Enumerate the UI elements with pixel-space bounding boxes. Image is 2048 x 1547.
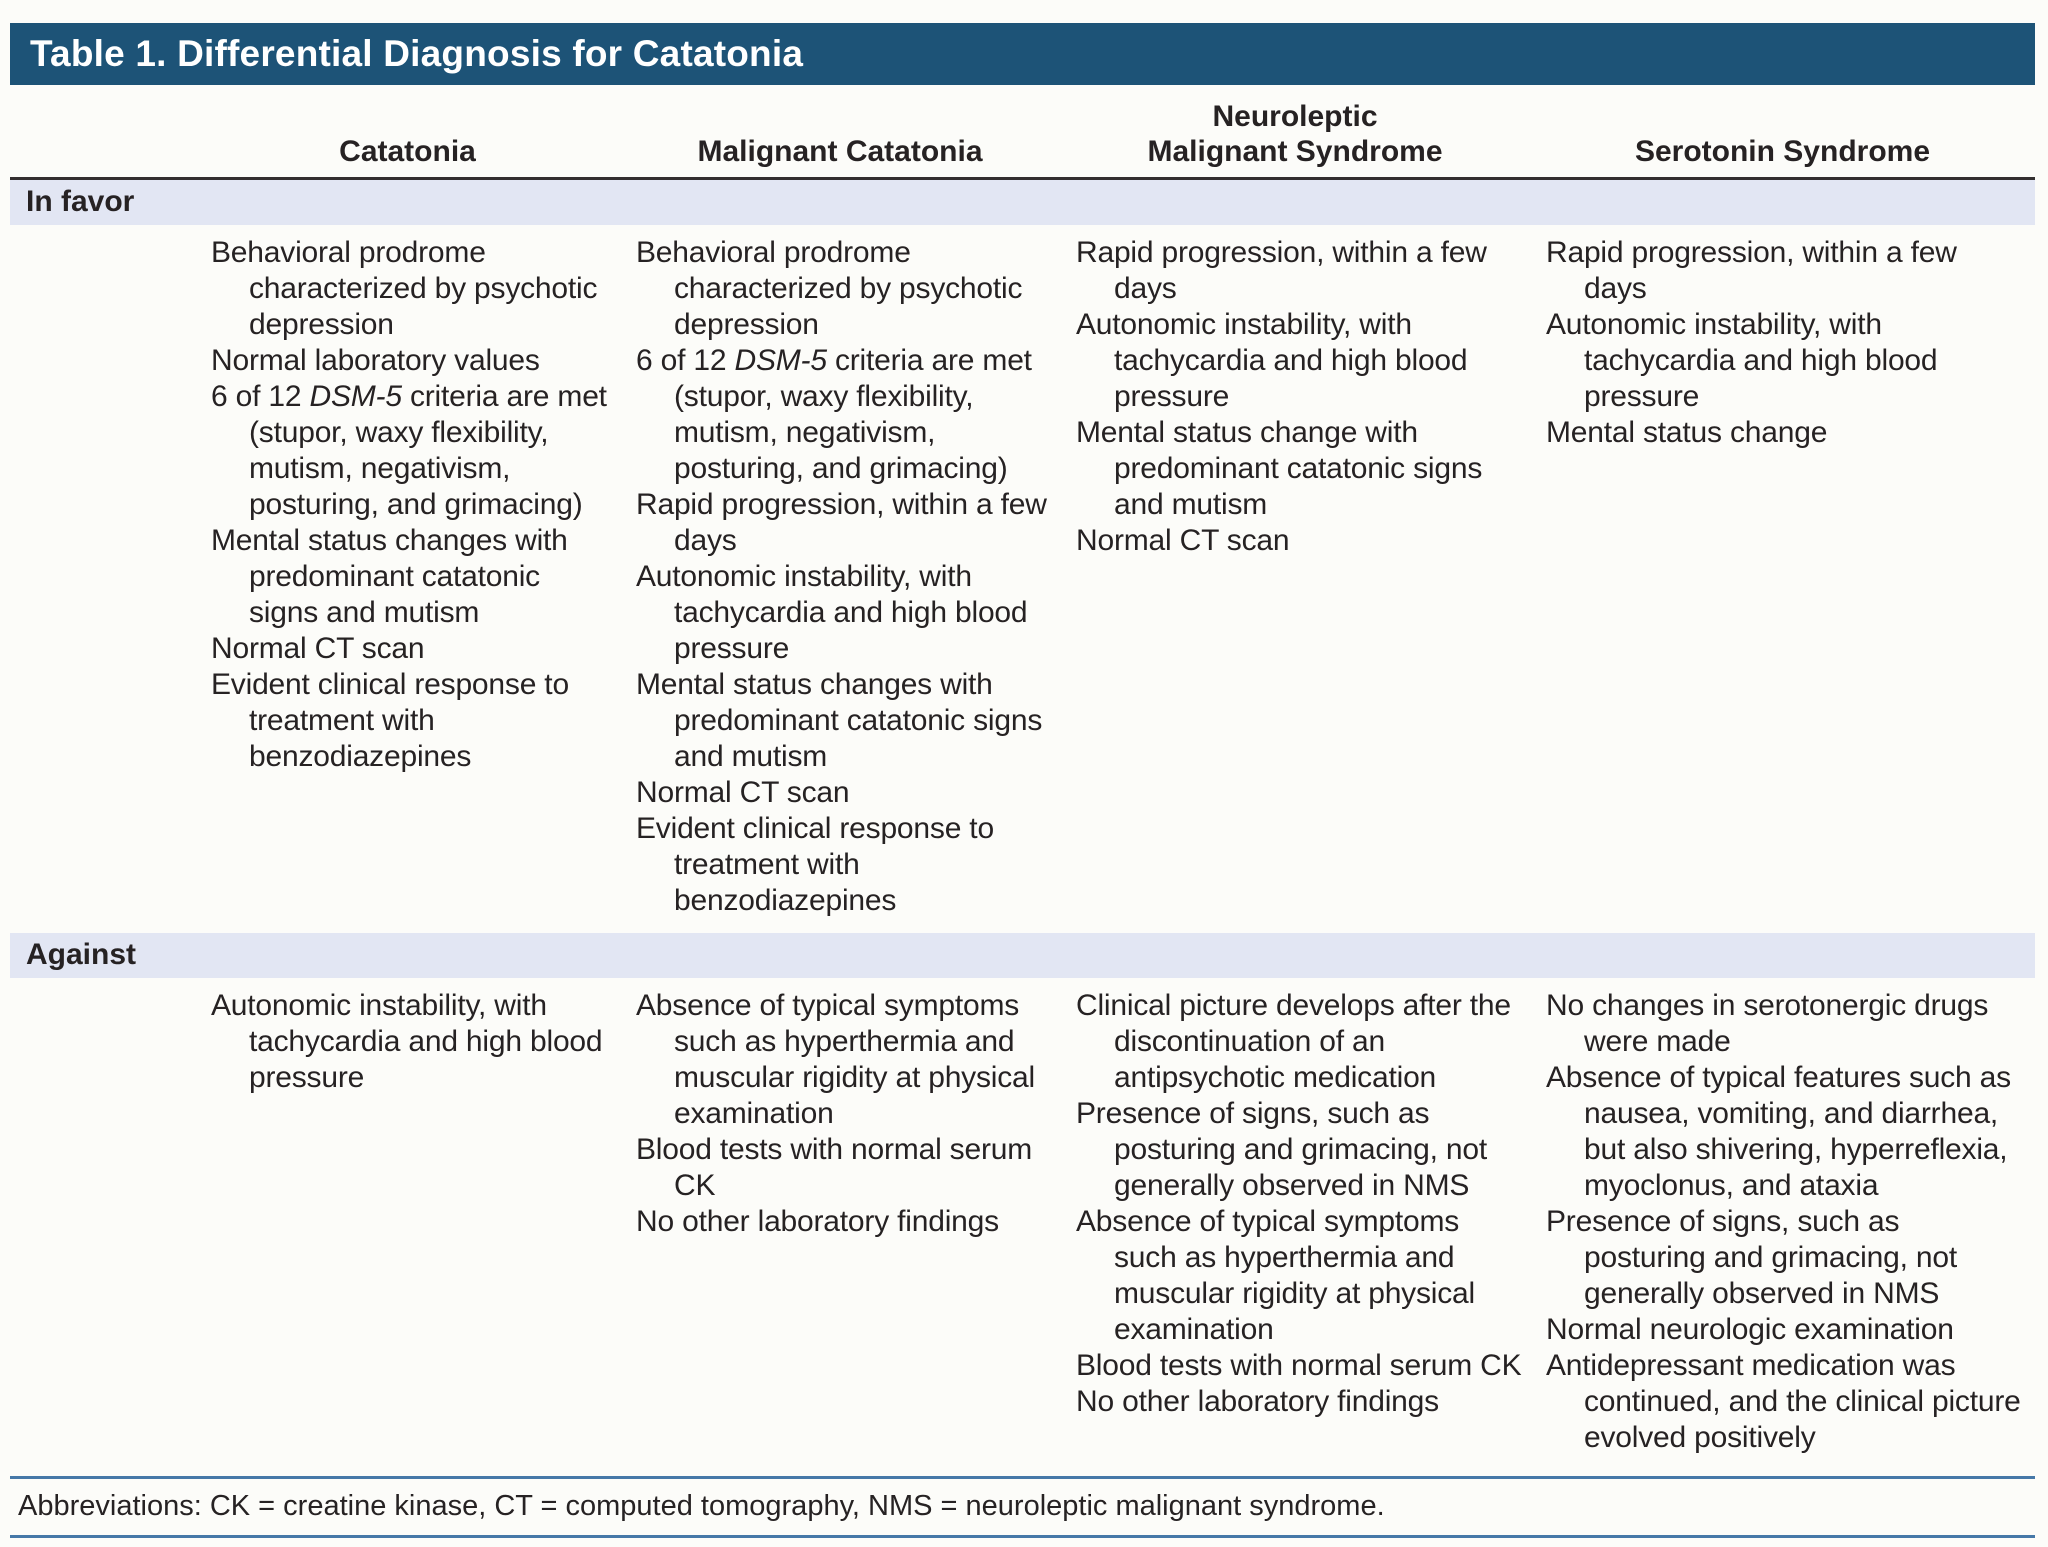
cell-in-favor-malignant-catatonia xyxy=(620,225,1060,933)
empty-label-cell xyxy=(10,225,195,933)
table-item: Normal laboratory values xyxy=(211,344,540,377)
table-item: Evident clinical response to treatment with benzodiazepines xyxy=(211,668,569,773)
table-item: 6 of 12 DSM-5 criteria are met (stupor, waxy flexibility, mutism, negativism, posturing, and grimacing) xyxy=(211,380,607,521)
cell-in-favor-nms xyxy=(1060,225,1530,933)
table-item: No other laboratory findings xyxy=(636,1205,999,1238)
table-item: Rapid progression, within a few days xyxy=(1546,236,1957,305)
table-item: Mental status change xyxy=(1546,416,1828,449)
empty-label-cell xyxy=(10,978,195,1470)
table-item: Antidepressant medication was continued, and the clinical picture evolved positively xyxy=(1546,1349,2021,1454)
cell-against-malignant-catatonia xyxy=(620,978,1060,1470)
column-header-catatonia: Catatonia xyxy=(195,85,620,179)
column-header-line: Malignant Syndrome xyxy=(1147,135,1443,168)
differential-diagnosis-table xyxy=(10,85,2035,1470)
table-item: Presence of signs, such as posturing and grimacing, not generally observed in NMS xyxy=(1076,1097,1487,1202)
table-item: Absence of typical symptoms such as hyperthermia and muscular rigidity at physical examination xyxy=(1076,1205,1475,1346)
table-item: Mental status change with predominant catatonic signs and mutism xyxy=(1076,416,1483,521)
table-item: Behavioral prodrome characterized by psychotic depression xyxy=(636,236,1023,341)
table-item: Rapid progression, within a few days xyxy=(636,488,1047,557)
cell-in-favor-serotonin-syndrome xyxy=(1530,225,2035,933)
table-item: Normal CT scan xyxy=(211,632,425,665)
table-item: 6 of 12 DSM-5 criteria are met (stupor, waxy flexibility, mutism, negativism, posturing, and grimacing) xyxy=(636,344,1032,485)
table-item: Clinical picture develops after the discontinuation of an antipsychotic medication xyxy=(1076,989,1511,1094)
table-item: Presence of signs, such as posturing and grimacing, not generally observed in NMS xyxy=(1546,1205,1957,1310)
table-item: Autonomic instability, with tachycardia and high blood pressure xyxy=(1076,308,1468,413)
table-item: Normal neurologic examination xyxy=(1546,1313,1954,1346)
column-header-serotonin-syndrome: Serotonin Syndrome xyxy=(1530,85,2035,179)
table-item: Normal CT scan xyxy=(1076,524,1290,557)
table-item: Rapid progression, within a few days xyxy=(1076,236,1487,305)
section-row-against xyxy=(10,933,2035,978)
section-label-in-favor: In favor xyxy=(10,179,2035,226)
table-item: Autonomic instability, with tachycardia and high blood pressure xyxy=(636,560,1028,665)
table-item: Autonomic instability, with tachycardia and high blood pressure xyxy=(1546,308,1938,413)
column-header-row xyxy=(10,85,2035,179)
in-favor-content-row xyxy=(10,225,2035,933)
cell-against-serotonin-syndrome xyxy=(1530,978,2035,1470)
table-item: Mental status changes with predominant catatonic signs and mutism xyxy=(636,668,1043,773)
table-item: Absence of typical symptoms such as hyperthermia and muscular rigidity at physical examination xyxy=(636,989,1035,1130)
table-item: Autonomic instability, with tachycardia and high blood pressure xyxy=(211,989,603,1094)
table-item: No other laboratory findings xyxy=(1076,1385,1439,1418)
table-item: Blood tests with normal serum CK xyxy=(1076,1349,1522,1382)
section-row-in-favor xyxy=(10,179,2035,226)
table-item: No changes in serotonergic drugs were made xyxy=(1546,989,1989,1058)
column-header-line: Neuroleptic xyxy=(1212,100,1378,133)
table-item: Blood tests with normal serum CK xyxy=(636,1133,1033,1202)
abbreviations-note: Abbreviations: CK = creatine kinase, CT = computed tomography, NMS = neuroleptic malignant syndrome. xyxy=(18,1490,1385,1522)
cell-in-favor-catatonia xyxy=(195,225,620,933)
cell-against-catatonia xyxy=(195,978,620,1470)
column-header-neuroleptic-malignant-syndrome xyxy=(1060,85,1530,179)
against-content-row xyxy=(10,978,2035,1470)
column-header-malignant-catatonia: Malignant Catatonia xyxy=(620,85,1060,179)
table-title: Table 1. Differential Diagnosis for Catatonia xyxy=(30,33,804,74)
table-footnote-bar xyxy=(10,1476,2035,1538)
table-item: Normal CT scan xyxy=(636,776,850,809)
table-title-bar xyxy=(10,23,2035,85)
section-label-against: Against xyxy=(10,933,2035,978)
cell-against-nms xyxy=(1060,978,1530,1470)
table-item: Mental status changes with predominant catatonic signs and mutism xyxy=(211,524,568,629)
row-label-column-header xyxy=(10,85,195,179)
table-item: Evident clinical response to treatment with benzodiazepines xyxy=(636,812,994,917)
table-item: Behavioral prodrome characterized by psychotic depression xyxy=(211,236,598,341)
table-item: Absence of typical features such as nausea, vomiting, and diarrhea, but also shivering, hyperreflexia, myoclonus, and ataxia xyxy=(1546,1061,2011,1202)
